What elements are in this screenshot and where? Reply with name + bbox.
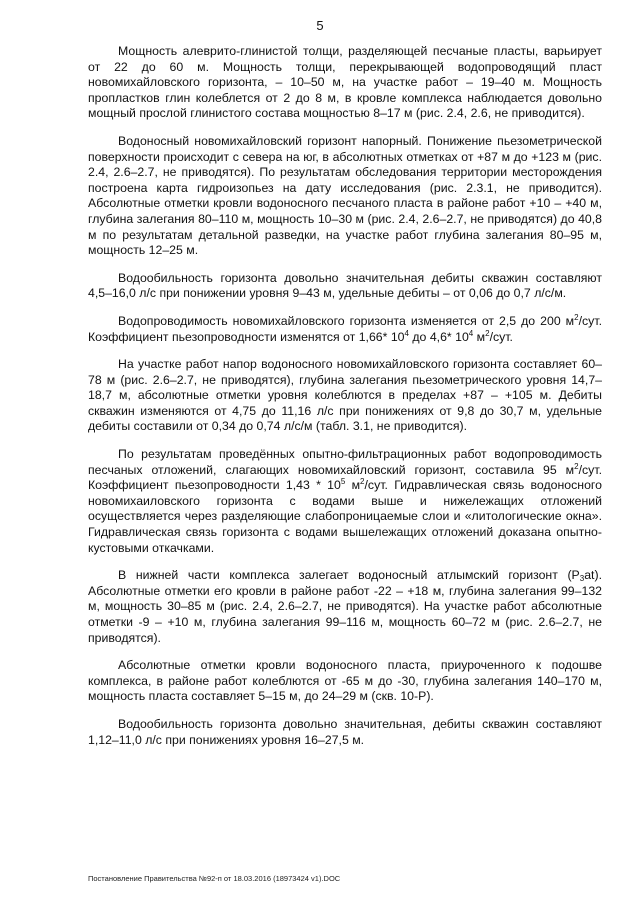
paragraph-transmissivity	[88, 314, 602, 345]
text-run: /сут. Коэффициент пьезопроводности изменятся от 1,66* 10	[88, 313, 602, 344]
text-run: at). Абсолютные отметки его кровли в районе работ -22 – +18 м, глубина залегания 99–132 м, мощность 30–85 м (рис. 2.4, 2.6–2.7, не приводятся). На участке работ абсолютные отметки -9 – +10 м, глубина залегания 99–116 м, мощность 60–72 м (рис. 2.6–2.7, не приводятся).	[88, 568, 602, 645]
text-run: м	[473, 329, 486, 344]
text-run: Водопроводимость новомихайловского горизонта изменяется от 2,5 до 200 м	[118, 313, 575, 328]
paragraph-aleurite-thickness: Мощность алеврито-глинистой толщи, разделяющей песчаные пласты, варьирует от 22 до 60 м. Мощность толщи, перекрывающей водопроводящий пласт новомихайловского горизонта, – 10–50 м, на участке работ – 19–40 м. Мощность пропластков глин колеблется от 2 до 8 м, в кровле комплекса наблюдается довольно мощный прослой глинистого состава мощностью 8–17 м (рис. 2.4, 2.6, не приводится).	[88, 44, 602, 121]
text-run: По результатам проведённых опытно-фильтрационных работ водопроводимость песчаных отложений, слагающих новомихайловский горизонт, составила 95 м	[88, 447, 602, 477]
paragraph-filtration-results	[88, 447, 602, 556]
text-run: /сут. Гидравлическая связь водоносного новомихаиловского горизонта с водами выше и нижележащих отложений осуществляется через разделяющие слабопроницаемые слои и «литологические окна». Гидравлическая связь горизонта с водами вышележащих отложений доказана опытно-кустовыми откачками.	[88, 478, 602, 555]
text-run: до 4,6* 10	[408, 329, 469, 344]
superscript: 4	[468, 328, 474, 338]
superscript: 2	[485, 328, 490, 338]
text-run: м	[345, 478, 361, 493]
superscript: 2	[574, 461, 579, 471]
paragraph-water-yield-2: Водообильность горизонта довольно значительная, дебиты скважин составляют 1,12–11,0 л/с при понижениях уровня 16–27,5 м.	[88, 716, 602, 747]
superscript: 2	[360, 477, 365, 487]
document-body	[88, 44, 602, 760]
paragraph-atlym-horizon	[88, 568, 602, 646]
paragraph-novomikhaylovsky-pressure: Водоносный новомихайловский горизонт напорный. Понижение пьезометрической поверхности происходит с севера на юг, в абсолютных отметках от +87 м до +123 м (рис. 2.4, 2.6–2.7, не приводятся). По результатам обследования территории месторождения построена карта гидроизопьез на дату исследования (рис. 2.3.1, не приводится). Абсолютные отметки кровли водоносного песчаного пласта в районе работ +10 – +40 м, глубина залегания 80–110 м, мощность 10–30 м (рис. 2.4, 2.6–2.7, не приводятся) до 40,8 м по результатам детальной разведки, на участке работ глубина залегания 80–95 м, мощность 12–25 м.	[88, 133, 602, 258]
text-run: /сут.	[489, 329, 513, 344]
subscript: 3	[579, 574, 585, 584]
superscript: 2	[574, 312, 579, 322]
page-number: 5	[316, 18, 324, 33]
text-run: В нижней части комплекса залегает водоносный атлымский горизонт (P	[118, 568, 580, 583]
superscript: 5	[340, 477, 346, 487]
document-footer: Постановление Правительства №92-п от 18.03.2016 (18973424 v1).DOC	[88, 874, 341, 883]
paragraph-work-site-head: На участке работ напор водоносного новомихайловского горизонта составляет 60–78 м (рис. 2.6–2.7, не приводятся), глубина залегания пьезометрического уровня 14,7–18,7 м, абсолютные отметки уровня колеблются в пределах +87 – +105 м. Дебиты скважин изменяются от 4,75 до 11,16 л/с при понижениях от 9,8 до 30,7 м, удельные дебиты составили от 0,34 до 0,74 л/с/м (табл. 3.1, не приводится).	[88, 357, 602, 434]
paragraph-water-yield: Водообильность горизонта довольно значительная дебиты скважин составляют 4,5–16,0 л/с при понижении уровня 9–43 м, удельные дебиты – от 0,06 до 0,7 л/с/м.	[88, 270, 602, 301]
paragraph-aquifer-roof: Абсолютные отметки кровли водоносного пласта, приуроченного к подошве комплекса, в районе работ колеблются от -65 м до -30, глубина залегания 140–170 м, мощность пласта составляет 5–15 м, до 24–29 м (скв. 10-Р).	[88, 658, 602, 704]
text-run: /сут. Коэффициент пьезопроводности 1,43 * 10	[88, 462, 602, 493]
superscript: 4	[404, 328, 409, 338]
